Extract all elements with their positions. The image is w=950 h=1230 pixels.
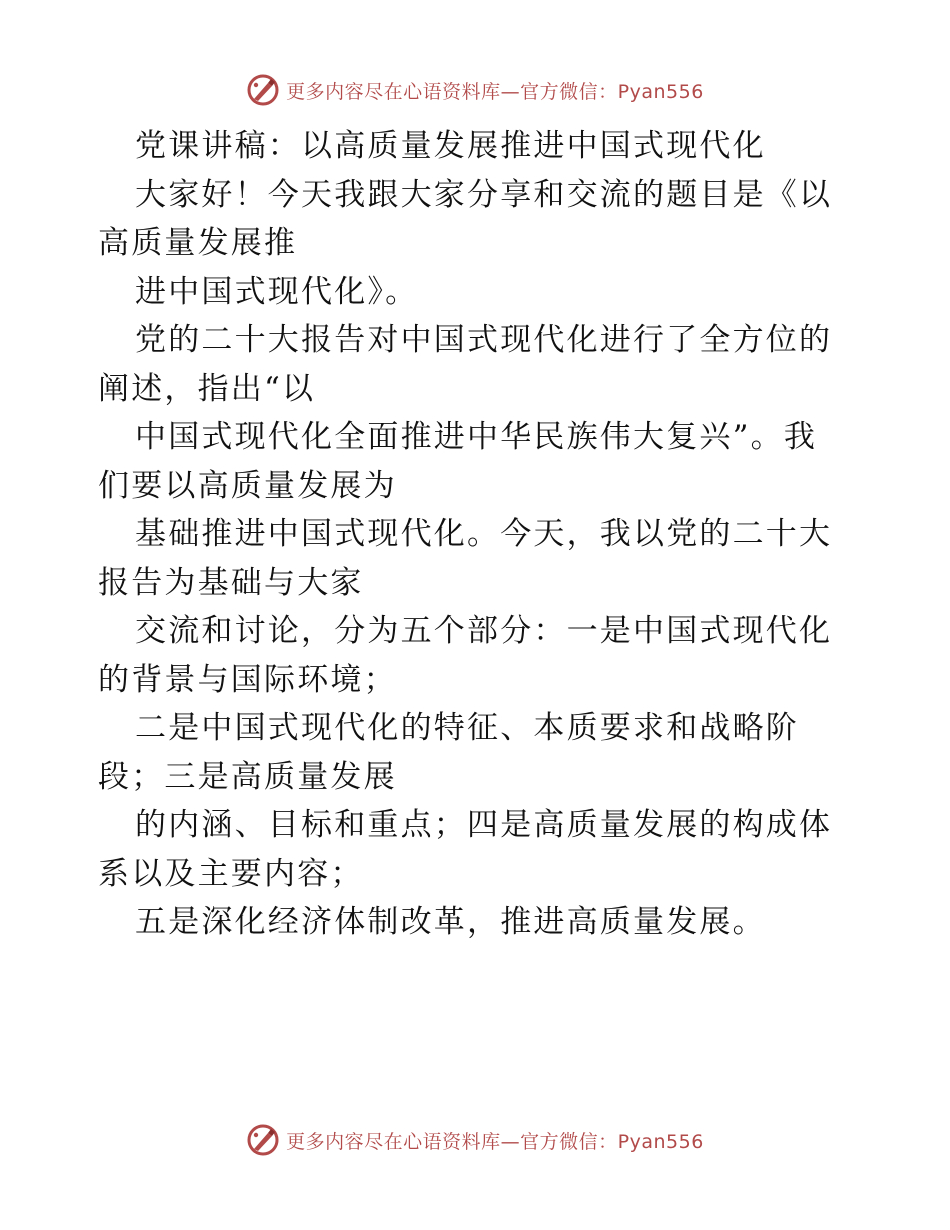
doc-line: 阐述，指出“以 (98, 370, 316, 407)
header-banner-text: 更多内容尽在心语资料库—官方微信：Pyan556 (286, 80, 704, 103)
doc-line: 的内涵、目标和重点；四是高质量发展的构成体 (135, 807, 833, 843)
doc-line: 们要以高质量发展为 (98, 467, 397, 504)
doc-line: 的背景与国际环境； (98, 661, 397, 698)
doc-line: 中国式现代化全面推进中华民族伟大复兴”。我 (135, 419, 818, 455)
doc-line: 基础推进中国式现代化。今天，我以党的二十大 (135, 516, 833, 552)
doc-title: 党课讲稿：以高质量发展推进中国式现代化 (135, 128, 766, 164)
document-body (98, 122, 858, 947)
doc-line: 党的二十大报告对中国式现代化进行了全方位的 (135, 322, 833, 358)
doc-line: 五是深化经济体制改革，推进高质量发展。 (135, 904, 766, 940)
doc-line: 系以及主要内容； (98, 855, 364, 892)
header-banner (0, 70, 950, 110)
doc-line: 进中国式现代化》。 (135, 273, 419, 310)
doc-line: 高质量发展推 (98, 225, 298, 261)
footer-banner-text: 更多内容尽在心语资料库—官方微信：Pyan556 (286, 1130, 704, 1153)
doc-line: 段；三是高质量发展 (98, 758, 397, 795)
doc-line: 报告为基础与大家 (98, 564, 364, 601)
pen-circle-logo-icon (246, 73, 280, 107)
doc-line: 交流和讨论，分为五个部分：一是中国式现代化 (135, 613, 833, 649)
pen-circle-logo-icon (246, 1123, 280, 1157)
doc-line: 大家好！今天我跟大家分享和交流的题目是《以 (135, 176, 833, 213)
doc-line: 二是中国式现代化的特征、本质要求和战略阶 (135, 710, 799, 746)
footer-banner (0, 1120, 950, 1160)
